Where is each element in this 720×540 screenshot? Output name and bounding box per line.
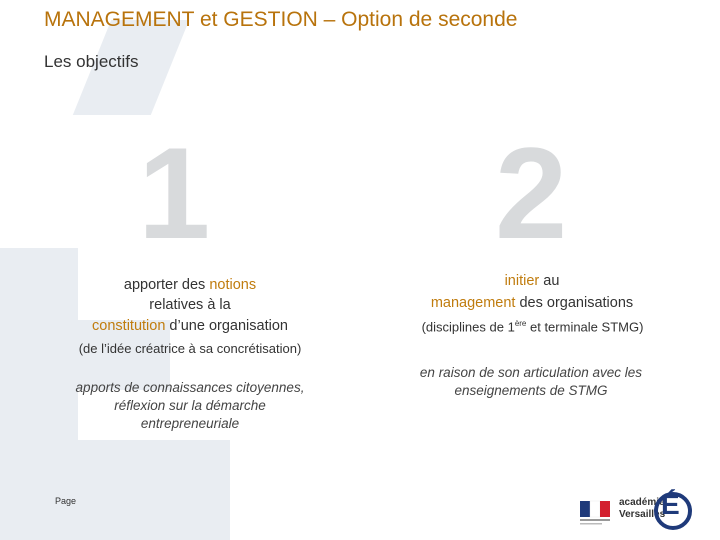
objective-number-1: 1 [138, 120, 211, 266]
objective-1-detail: apports de connaissances citoyennes, réflexion sur la démarche entrepreneuriale [75, 380, 305, 432]
objective-2-line2: management des organisations [430, 294, 634, 311]
objective-1-note: (de l’idée créatrice à sa concrétisation) [78, 341, 302, 356]
objective-1-text [58, 275, 322, 336]
objective-1-line3: constitution d’une organisation [92, 317, 288, 334]
objective-2-detail: en raison de son articulation avec les enseignements de STMG [419, 365, 643, 399]
objective-number-2: 2 [495, 120, 568, 266]
academie-e-letter: É [661, 489, 680, 520]
objective-1-line2: relatives à la [149, 297, 231, 314]
slide-subtitle: Les objectifs [44, 52, 139, 71]
objective-2-text [400, 271, 664, 315]
academie-versailles-logo [578, 486, 688, 532]
objective-1-line1: apporter des notions [123, 277, 257, 293]
page-label: Page [55, 496, 77, 506]
logo-text-line1: académie [619, 497, 665, 508]
objective-2-note: (disciplines de 1ère et terminale STMG) [421, 319, 644, 335]
logo-text-line2: Versailles [619, 509, 666, 520]
objective-2-line1: initier au [504, 273, 560, 289]
slide-title: MANAGEMENT et GESTION – Option de seconde [44, 8, 518, 31]
background-shape-bottom [0, 440, 230, 540]
